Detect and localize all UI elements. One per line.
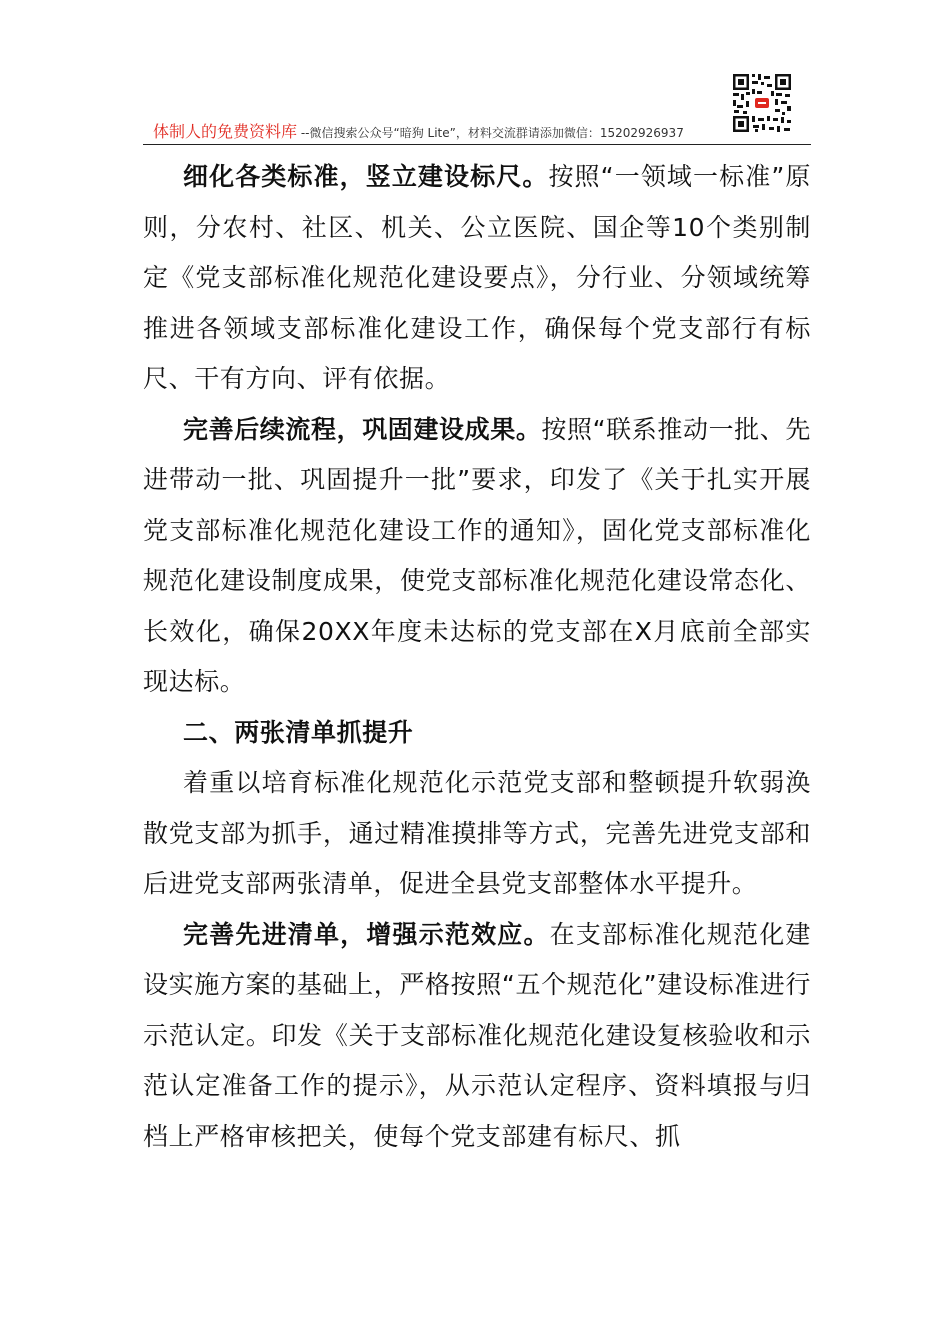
- paragraph-lead: 完善先进清单，增强示范效应。: [183, 919, 550, 949]
- paragraph-standards: [143, 152, 811, 405]
- paragraph-advanced-list: [143, 910, 811, 1163]
- paragraph-lead: 细化各类标准，竖立建设标尺。: [183, 162, 549, 191]
- section-heading: 二、两张清单抓提升: [183, 717, 414, 747]
- header-slogan: --微信搜索公众号“暗狗 Lite”，材料交流群请添加微信：15202926937: [297, 126, 684, 140]
- paragraph-followup: [143, 405, 811, 708]
- brand-title: 体制人的免费资料库: [153, 122, 298, 141]
- section-intro: 着重以培育标准化规范化示范党支部和整顿提升软弱涣散党支部为抓手，通过精准摸排等方式，完善先进党支部和后进党支部两张清单，促进全县党支部整体水平提升。: [143, 768, 811, 898]
- paragraph-lead: 完善后续流程，巩固建设成果。: [183, 414, 542, 444]
- page-header: [143, 68, 811, 146]
- qr-code-icon: [731, 72, 793, 134]
- paragraph-text: 在支部标准化规范化建设实施方案的基础上，严格按照“五个规范化”建设标准进行示范认定。印发《关于支部标准化规范化建设复核验收和示范认定准备工作的提示》，从示范认定程序、资料填报与归档上严格审核把关，使每个党支部建有标尺、抓: [143, 919, 811, 1151]
- paragraph-text: 按照“一领域一标准”原则，分农村、社区、机关、公立医院、国企等10个类别制定《党支部标准化规范化建设要点》，分行业、分领域统筹推进各领域支部标准化建设工作，确保每个党支部行有标尺、干有方向、评有依据。: [143, 162, 811, 393]
- paragraph-text: 按照“联系推动一批、先进带动一批、巩固提升一批”要求，印发了《关于扎实开展党支部标准化规范化建设工作的通知》，固化党支部标准化规范化建设制度成果，使党支部标准化规范化建设常态化、长效化，确保20XX年度未达标的党支部在X月底前全部实现达标。: [143, 414, 811, 696]
- header-divider: [143, 144, 811, 145]
- header-line: [153, 122, 684, 143]
- document-body: [143, 152, 811, 1162]
